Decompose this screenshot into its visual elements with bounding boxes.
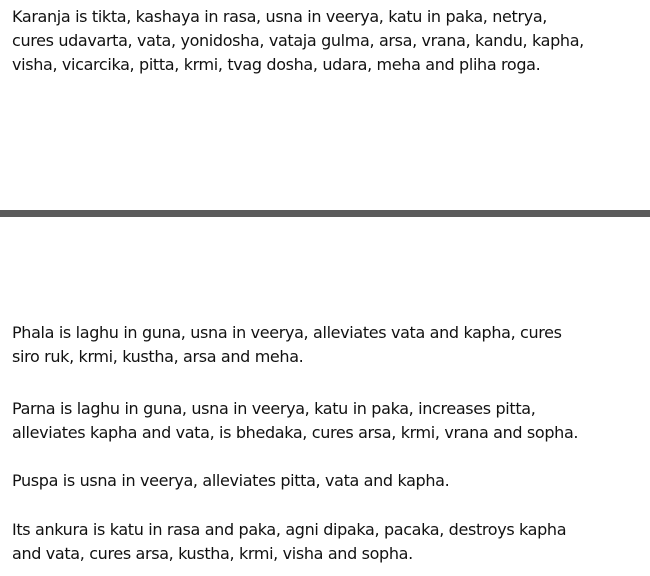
text-line: Puspa is usna in veerya, alleviates pitta, vata and kapha. — [12, 471, 450, 490]
document-page-top — [0, 0, 650, 210]
paragraph-ankura — [12, 518, 642, 566]
text-line: visha, vicarcika, pitta, krmi, tvag dosha, udara, meha and pliha roga. — [12, 55, 541, 74]
paragraph-puspa — [12, 469, 642, 493]
text-line: Its ankura is katu in rasa and paka, agni dipaka, pacaka, destroys kapha — [12, 520, 567, 539]
text-line: cures udavarta, vata, yonidosha, vataja gulma, arsa, vrana, kandu, kapha, — [12, 31, 584, 50]
text-line: and vata, cures arsa, kustha, krmi, visha and sopha. — [12, 544, 413, 563]
paragraph-karanja — [12, 5, 642, 77]
text-line: Parna is laghu in guna, usna in veerya, katu in paka, increases pitta, — [12, 399, 536, 418]
paragraph-parna — [12, 397, 642, 445]
text-line: Phala is laghu in guna, usna in veerya, alleviates vata and kapha, cures — [12, 323, 562, 342]
page-divider — [0, 210, 650, 217]
text-line: siro ruk, krmi, kustha, arsa and meha. — [12, 347, 304, 366]
text-line: alleviates kapha and vata, is bhedaka, cures arsa, krmi, vrana and sopha. — [12, 423, 579, 442]
paragraph-phala — [12, 321, 642, 369]
text-line: Karanja is tikta, kashaya in rasa, usna in veerya, katu in paka, netrya, — [12, 7, 548, 26]
